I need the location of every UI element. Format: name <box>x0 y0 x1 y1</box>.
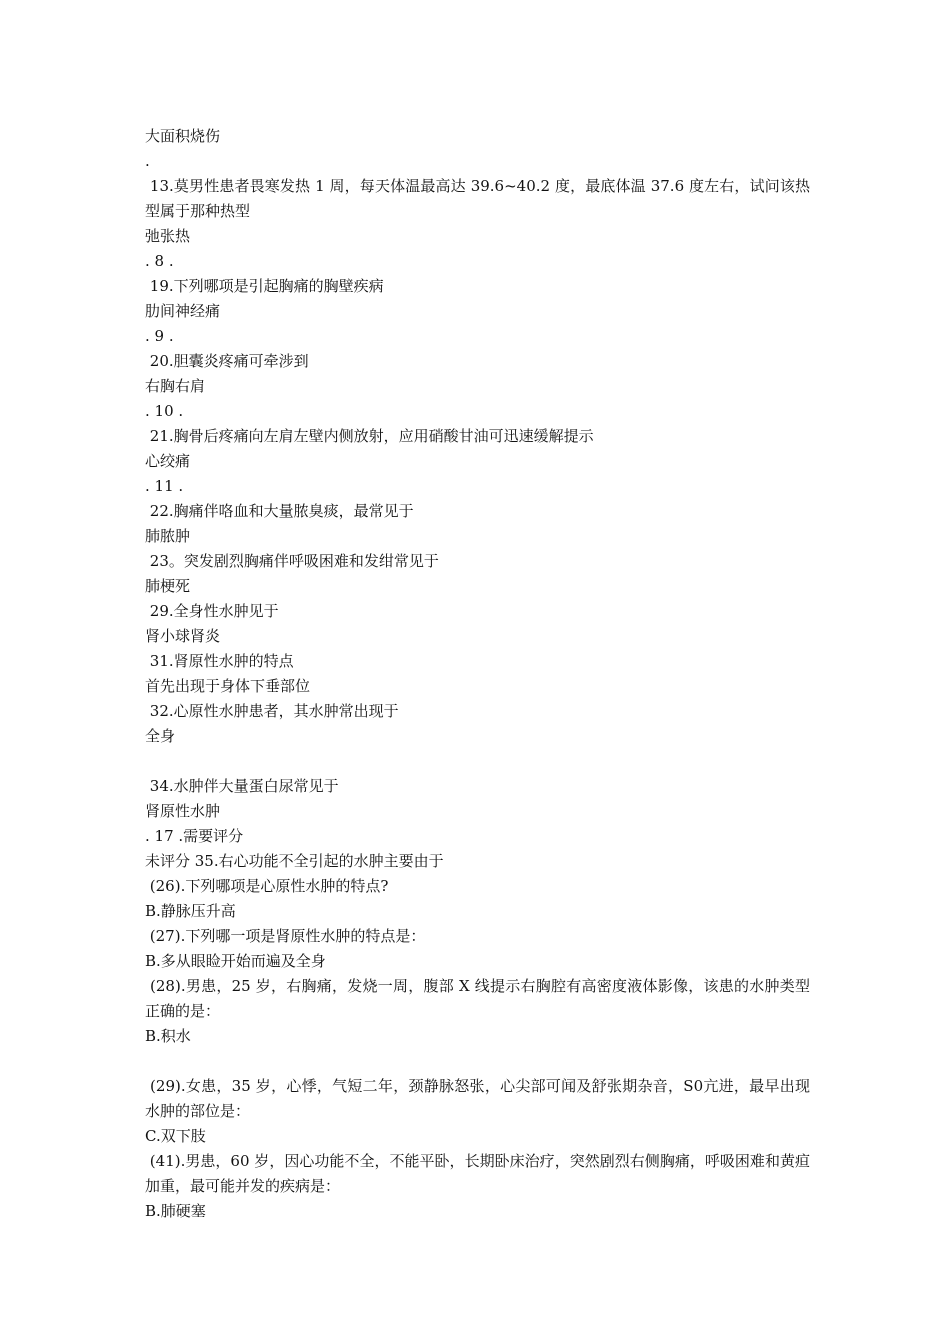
answer-line: B.多从眼睑开始而遍及全身 <box>145 952 326 970</box>
question-line: (29).女患，35 岁，心悸，气短二年，颈静脉怒张，心尖部可闻及舒张期杂音，S0亢进，最早出现水肿的部位是： <box>145 1077 810 1120</box>
question-line: 13.莫男性患者畏寒发热 1 周，每天体温最高达 39.6~40.2 度，最底体温 37.6 度左右，试问该热型属于那种热型 <box>145 177 810 220</box>
answer-line: 肺梗死 <box>145 577 191 595</box>
answer-line: B.静脉压升高 <box>145 902 236 920</box>
blank-line <box>145 1049 810 1074</box>
answer-line: 心绞痛 <box>145 452 191 470</box>
text-line: 大面积烧伤 <box>145 127 221 145</box>
question-line: (41).男患，60 岁，因心功能不全，不能平卧，长期卧床治疗，突然剧烈右侧胸痛，呼吸困难和黄疸加重，最可能并发的疾病是： <box>145 1152 810 1195</box>
answer-line: B.肺硬塞 <box>145 1202 206 1220</box>
answer-line: 肺脓肿 <box>145 527 191 545</box>
answer-line: 全身 <box>145 727 176 745</box>
blank-line <box>145 749 810 774</box>
question-line: 19.下列哪项是引起胸痛的胸壁疾病 <box>145 277 384 295</box>
text-line: . <box>145 152 150 170</box>
question-line: 23。突发剧烈胸痛伴呼吸困难和发绀常见于 <box>145 552 439 570</box>
question-line: 31.肾原性水肿的特点 <box>145 652 294 670</box>
question-line: 34.水肿伴大量蛋白尿常见于 <box>145 777 339 795</box>
question-line: 20.胆囊炎疼痛可牵涉到 <box>145 352 309 370</box>
question-line: 未评分 35.右心功能不全引起的水肿主要由于 <box>145 852 444 870</box>
question-line: 21.胸骨后疼痛向左肩左壁内侧放射，应用硝酸甘油可迅速缓解提示 <box>145 427 594 445</box>
answer-line: C.双下肢 <box>145 1127 206 1145</box>
question-line: 22.胸痛伴咯血和大量脓臭痰，最常见于 <box>145 502 414 520</box>
answer-line: B.积水 <box>145 1027 191 1045</box>
question-line: (28).男患，25 岁，右胸痛，发烧一周，腹部 X 线提示右胸腔有高密度液体影像，该患的水肿类型正确的是： <box>145 977 810 1020</box>
question-line: 29.全身性水肿见于 <box>145 602 279 620</box>
answer-line: 首先出现于身体下垂部位 <box>145 677 311 695</box>
answer-line: 肾原性水肿 <box>145 802 221 820</box>
answer-line: 弛张热 <box>145 227 191 245</box>
answer-line: 肾小球肾炎 <box>145 627 221 645</box>
answer-line: 肋间神经痛 <box>145 302 221 320</box>
page-number: . 10 . <box>145 402 184 420</box>
answer-line: 右胸右肩 <box>145 377 206 395</box>
question-line: (26).下列哪项是心原性水肿的特点? <box>145 877 389 895</box>
question-line: 32.心原性水肿患者，其水肿常出现于 <box>145 702 399 720</box>
page-number: . 11 . <box>145 477 184 495</box>
page-number: . 17 .需要评分 <box>145 827 244 845</box>
page-number: . 9 . <box>145 327 174 345</box>
document-body <box>145 124 810 1224</box>
page-number: . 8 . <box>145 252 174 270</box>
question-line: (27).下列哪一项是肾原性水肿的特点是： <box>145 927 426 945</box>
